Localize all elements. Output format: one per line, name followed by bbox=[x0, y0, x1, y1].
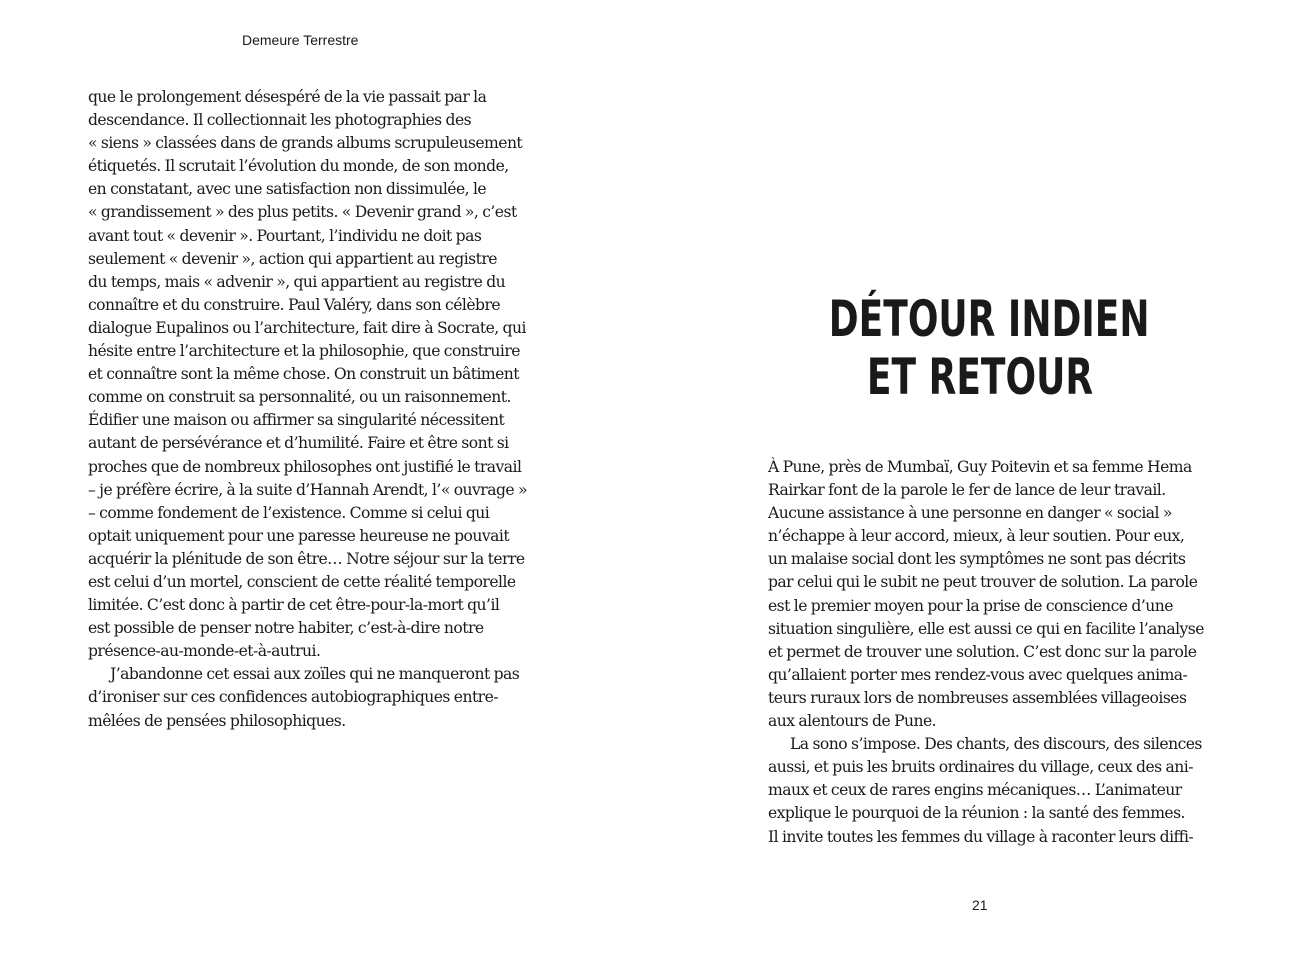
text-line: est possible de penser notre habiter, c’est-à-dire notre bbox=[88, 619, 484, 638]
text-line: un malaise social dont les symptômes ne sont pas décrits bbox=[768, 550, 1186, 569]
text-line: Édifier une maison ou affirmer sa singularité nécessitent bbox=[88, 411, 505, 430]
text-line: étiquetés. Il scrutait l’évolution du monde, de son monde, bbox=[88, 157, 509, 176]
text-line: qu’allaient porter mes rendez-vous avec quelques anima- bbox=[768, 665, 1188, 684]
text-line: aux alentours de Pune. bbox=[768, 712, 937, 731]
text-line: mêlées de pensées philosophiques. bbox=[88, 711, 346, 730]
chapter-title bbox=[828, 290, 1150, 406]
page-number: 21 bbox=[972, 897, 988, 913]
running-head: Demeure Terrestre bbox=[242, 32, 359, 48]
text-line: limitée. C’est donc à partir de cet être-pour-la-mort qu’il bbox=[88, 596, 500, 615]
text-line: du temps, mais « advenir », qui appartient au registre du bbox=[88, 272, 506, 291]
text-line: situation singulière, elle est aussi ce qui en facilite l’analyse bbox=[768, 619, 1204, 638]
text-line: connaître et du construire. Paul Valéry, dans son célèbre bbox=[88, 295, 501, 314]
text-line: n’échappe à leur accord, mieux, à leur soutien. Pour eux, bbox=[768, 527, 1185, 546]
text-line: – je préfère écrire, à la suite d’Hannah Arendt, l’« ouvrage » bbox=[88, 480, 527, 499]
text-line: Aucune assistance à une personne en danger « social » bbox=[768, 504, 1172, 523]
text-line: optait uniquement pour une paresse heureuse ne pouvait bbox=[88, 526, 510, 545]
text-line: explique le pourquoi de la réunion : la santé des femmes. bbox=[768, 804, 1185, 823]
text-line-indented: J’abandonne cet essai aux zoïles qui ne manqueront pas bbox=[110, 665, 520, 684]
text-line: présence-au-monde-et-à-autrui. bbox=[88, 642, 321, 661]
text-line: par celui qui le subit ne peut trouver de solution. La parole bbox=[768, 573, 1198, 592]
right-page-body bbox=[768, 456, 1204, 849]
text-line-indented: La sono s’impose. Des chants, des discours, des silences bbox=[790, 735, 1202, 754]
text-line: est celui d’un mortel, conscient de cette réalité temporelle bbox=[88, 572, 516, 591]
text-line: « siens » classées dans de grands albums scrupuleusement bbox=[88, 134, 523, 153]
text-line: À Pune, près de Mumbaï, Guy Poitevin et sa femme Hema bbox=[768, 458, 1192, 476]
left-page-body bbox=[88, 86, 527, 733]
text-line: Rairkar font de la parole le fer de lance de leur travail. bbox=[768, 481, 1166, 500]
text-line: avant tout « devenir ». Pourtant, l’individu ne doit pas bbox=[88, 226, 482, 245]
text-line: hésite entre l’architecture et la philosophie, que construire bbox=[88, 342, 520, 361]
text-line: que le prolongement désespéré de la vie passait par la bbox=[88, 88, 487, 106]
text-line: et connaître sont la même chose. On construit un bâtiment bbox=[88, 365, 520, 384]
chapter-title-line: DÉTOUR INDIEN bbox=[828, 290, 1150, 348]
text-line: – comme fondement de l’existence. Comme si celui qui bbox=[88, 503, 490, 522]
text-line: dialogue Eupalinos ou l’architecture, fait dire à Socrate, qui bbox=[88, 318, 526, 337]
text-line: maux et ceux de rares engins mécaniques… L’animateur bbox=[768, 781, 1182, 800]
text-line: aussi, et puis les bruits ordinaires du village, ceux des ani- bbox=[768, 758, 1193, 777]
text-line: et permet de trouver une solution. C’est donc sur la parole bbox=[768, 642, 1197, 661]
text-line: Il invite toutes les femmes du village à raconter leurs diffi- bbox=[768, 827, 1194, 846]
text-line: autant de persévérance et d’humilité. Faire et être sont si bbox=[88, 434, 509, 453]
text-line: d’ironiser sur ces confidences autobiographiques entre- bbox=[88, 688, 498, 707]
chapter-title-line: ET RETOUR bbox=[866, 348, 1094, 406]
text-line: acquérir la plénitude de son être… Notre séjour sur la terre bbox=[88, 549, 525, 568]
text-line: teurs ruraux lors de nombreuses assemblées villageoises bbox=[768, 688, 1187, 707]
text-line: en constatant, avec une satisfaction non dissimulée, le bbox=[88, 180, 487, 199]
text-line: descendance. Il collectionnait les photographies des bbox=[88, 111, 472, 130]
text-line: comme on construit sa personnalité, ou un raisonnement. bbox=[88, 388, 511, 407]
text-line: est le premier moyen pour la prise de conscience d’une bbox=[768, 596, 1173, 615]
text-line: seulement « devenir », action qui appartient au registre bbox=[88, 249, 497, 268]
text-line: proches que de nombreux philosophes ont justifié le travail bbox=[88, 457, 522, 476]
text-line: « grandissement » des plus petits. « Devenir grand », c’est bbox=[88, 203, 517, 222]
